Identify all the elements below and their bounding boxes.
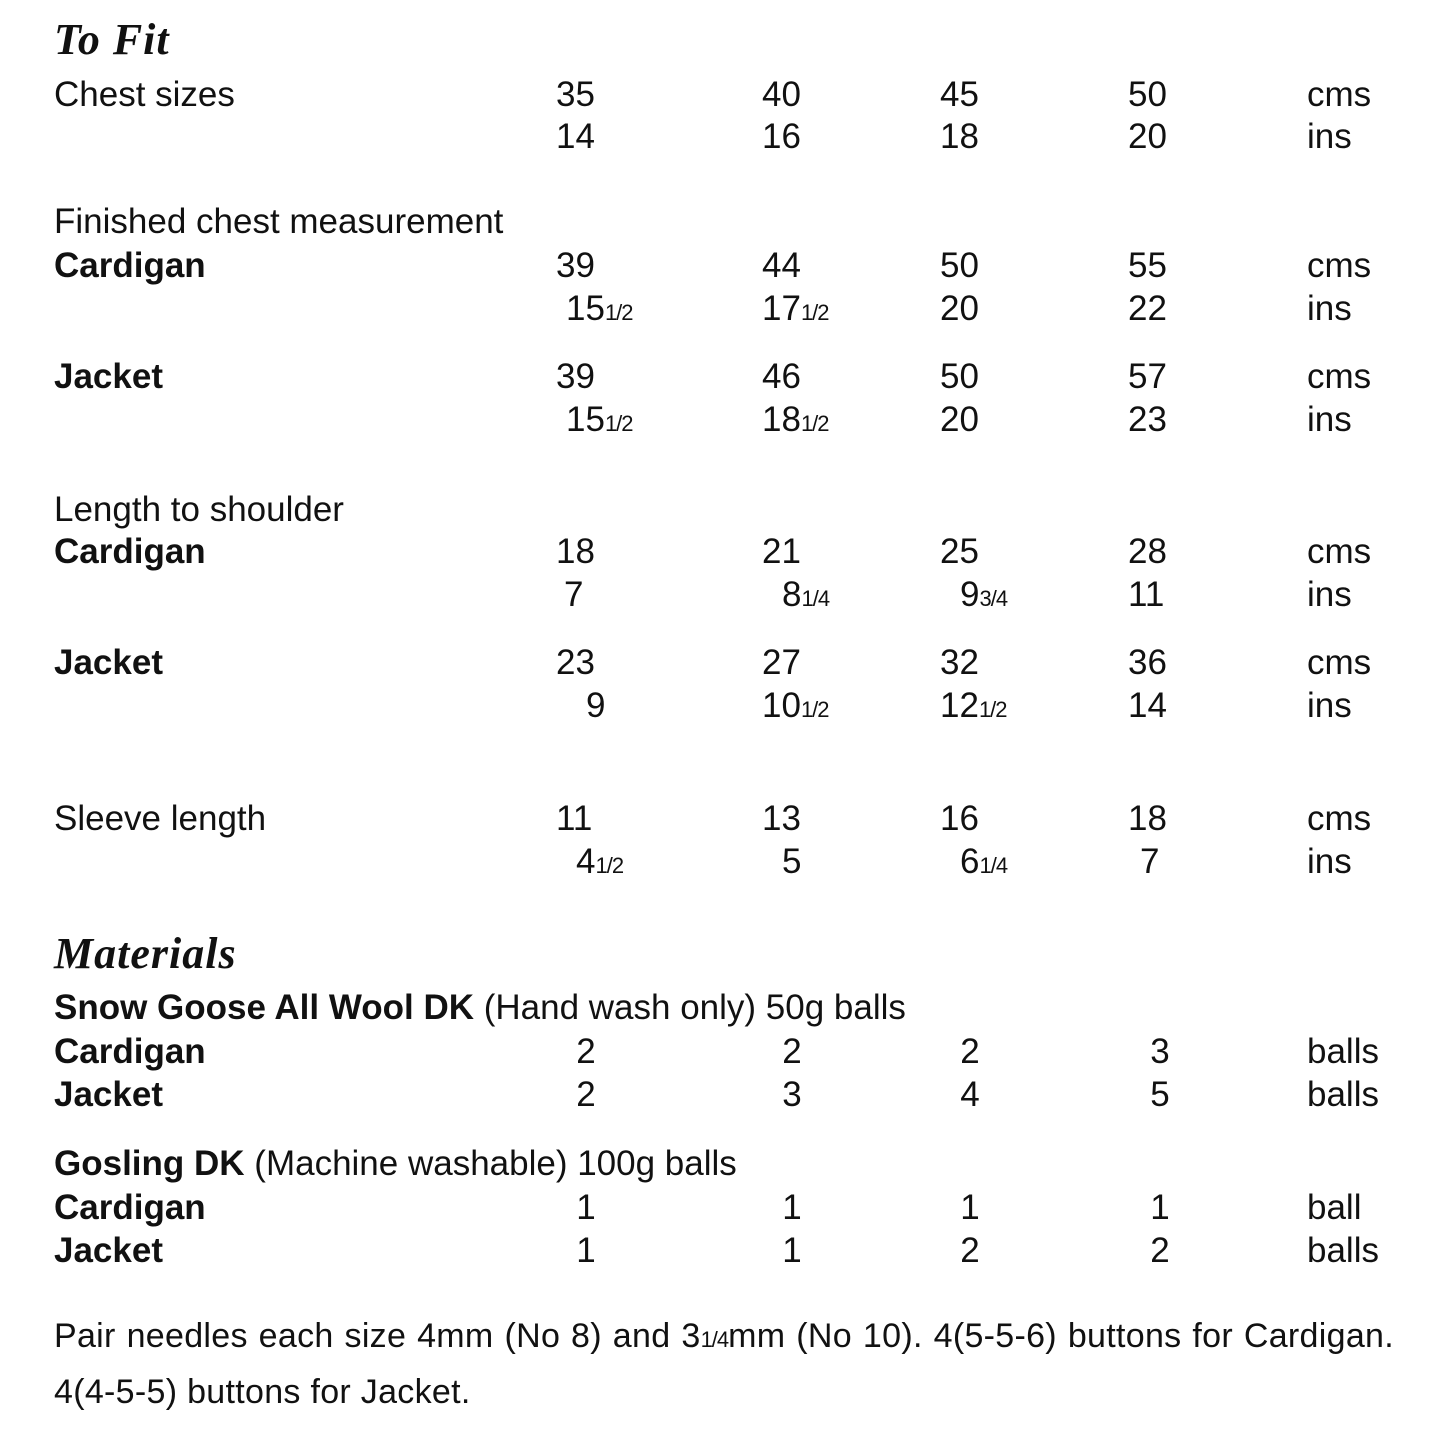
unit-label: balls bbox=[1307, 1032, 1379, 1071]
value: 27 bbox=[762, 643, 801, 682]
yarn-name: Snow Goose All Wool DK bbox=[54, 988, 474, 1027]
cardigan-label: Cardigan bbox=[54, 532, 206, 571]
value: 50 bbox=[940, 357, 979, 396]
unit-label: cms bbox=[1307, 75, 1372, 114]
snow-goose-title bbox=[54, 986, 906, 1030]
value: 81/4 bbox=[782, 575, 830, 614]
materials-heading: Materials bbox=[54, 929, 237, 978]
unit-label: cms bbox=[1307, 532, 1372, 571]
value: 151/2 bbox=[566, 289, 633, 328]
yarn-name: Gosling DK bbox=[54, 1144, 245, 1183]
fraction: 1/2 bbox=[800, 697, 829, 722]
value: 46 bbox=[762, 357, 801, 396]
finished-chest-jacket-ins-row bbox=[0, 398, 1445, 442]
fraction: 1/2 bbox=[595, 853, 624, 878]
value: 40 bbox=[762, 75, 801, 114]
unit-label: balls bbox=[1307, 1231, 1379, 1270]
unit-label: ins bbox=[1307, 117, 1352, 156]
shoulder-jacket-cms-row bbox=[0, 641, 1445, 685]
unit-label: ins bbox=[1307, 400, 1352, 439]
value: 57 bbox=[1128, 357, 1167, 396]
value: 20 bbox=[1128, 117, 1167, 156]
fraction: 1/2 bbox=[978, 697, 1007, 722]
value: 28 bbox=[1128, 532, 1167, 571]
unit-label: ins bbox=[1307, 289, 1352, 328]
value: 50 bbox=[940, 246, 979, 285]
value: 50 bbox=[1128, 75, 1167, 114]
cardigan-label: Cardigan bbox=[54, 246, 206, 285]
quantity: 1 bbox=[782, 1188, 802, 1227]
value: 5 bbox=[782, 842, 802, 881]
yarn-desc: (Machine washable) 100g balls bbox=[244, 1144, 737, 1183]
unit-label: cms bbox=[1307, 357, 1372, 396]
length-to-shoulder-title-row bbox=[0, 488, 1445, 532]
value: 39 bbox=[556, 246, 595, 285]
fraction: 1/4 bbox=[801, 586, 830, 611]
quantity: 1 bbox=[576, 1188, 596, 1227]
chest-sizes-label: Chest sizes bbox=[54, 75, 235, 114]
shoulder-cardigan-cms-row bbox=[0, 530, 1445, 574]
quantity: 2 bbox=[960, 1032, 980, 1071]
value: 23 bbox=[1128, 400, 1167, 439]
unit-label: ins bbox=[1307, 842, 1352, 881]
quantity: 2 bbox=[1150, 1231, 1170, 1270]
value: 14 bbox=[556, 117, 595, 156]
snow-goose-jacket-row bbox=[0, 1073, 1445, 1117]
length-to-shoulder-title: Length to shoulder bbox=[54, 490, 344, 529]
value: 16 bbox=[762, 117, 801, 156]
shoulder-cardigan-ins-row bbox=[0, 573, 1445, 617]
value: 171/2 bbox=[762, 289, 829, 328]
needles-buttons-note: Pair needles each size 4mm (No 8) and 31/4mm (No 10). 4(5-5-6) buttons for Cardigan. 4(4-5-5) buttons for Jacket. bbox=[54, 1317, 1394, 1411]
sleeve-length-label: Sleeve length bbox=[54, 799, 267, 838]
snow-goose-cardigan-row bbox=[0, 1030, 1445, 1074]
value: 39 bbox=[556, 357, 595, 396]
finished-chest-title: Finished chest measurement bbox=[54, 202, 504, 241]
fraction: 1/2 bbox=[800, 411, 829, 436]
quantity: 5 bbox=[1150, 1075, 1170, 1114]
cardigan-label: Cardigan bbox=[54, 1032, 206, 1071]
value: 121/2 bbox=[940, 686, 1007, 725]
value: 32 bbox=[940, 643, 979, 682]
quantity: 2 bbox=[576, 1032, 596, 1071]
finished-chest-cardigan-cms-row bbox=[0, 244, 1445, 288]
quantity: 1 bbox=[782, 1231, 802, 1270]
quantity: 3 bbox=[1150, 1032, 1170, 1071]
value: 181/2 bbox=[762, 400, 829, 439]
fraction: 1/4 bbox=[700, 1327, 729, 1352]
value: 18 bbox=[556, 532, 595, 571]
value: 151/2 bbox=[566, 400, 633, 439]
unit-label: ball bbox=[1307, 1188, 1362, 1227]
quantity: 1 bbox=[960, 1188, 980, 1227]
unit-label: cms bbox=[1307, 643, 1372, 682]
quantity: 3 bbox=[782, 1075, 802, 1114]
value: 20 bbox=[940, 400, 979, 439]
unit-label: ins bbox=[1307, 575, 1352, 614]
value: 45 bbox=[940, 75, 979, 114]
gosling-jacket-row bbox=[0, 1229, 1445, 1273]
value: 11 bbox=[1128, 575, 1165, 614]
value: 18 bbox=[1128, 799, 1167, 838]
chest-sizes-cms-row bbox=[0, 73, 1445, 117]
quantity: 1 bbox=[1150, 1188, 1170, 1227]
unit-label: balls bbox=[1307, 1075, 1379, 1114]
sleeve-length-ins-row bbox=[0, 840, 1445, 884]
jacket-label: Jacket bbox=[54, 1075, 163, 1114]
shoulder-jacket-ins-row bbox=[0, 684, 1445, 728]
jacket-label: Jacket bbox=[54, 357, 163, 396]
unit-label: cms bbox=[1307, 246, 1372, 285]
value: 55 bbox=[1128, 246, 1167, 285]
finished-chest-jacket-cms-row bbox=[0, 355, 1445, 399]
quantity: 2 bbox=[576, 1075, 596, 1114]
value: 16 bbox=[940, 799, 979, 838]
fraction: 1/2 bbox=[604, 300, 633, 325]
value: 20 bbox=[940, 289, 979, 328]
value: 44 bbox=[762, 246, 801, 285]
chest-sizes-ins-row bbox=[0, 115, 1445, 159]
value: 35 bbox=[556, 75, 595, 114]
value: 22 bbox=[1128, 289, 1167, 328]
value: 9 bbox=[586, 686, 606, 725]
value: 23 bbox=[556, 643, 595, 682]
finished-chest-title-row bbox=[0, 200, 1445, 244]
finished-chest-cardigan-ins-row bbox=[0, 287, 1445, 331]
sleeve-length-cms-row bbox=[0, 797, 1445, 841]
value: 21 bbox=[762, 532, 801, 571]
quantity: 2 bbox=[782, 1032, 802, 1071]
value: 36 bbox=[1128, 643, 1167, 682]
value: 25 bbox=[940, 532, 979, 571]
fraction: 3/4 bbox=[979, 586, 1008, 611]
value: 7 bbox=[1140, 842, 1160, 881]
value: 11 bbox=[556, 799, 593, 838]
quantity: 1 bbox=[576, 1231, 596, 1270]
value: 41/2 bbox=[576, 842, 624, 881]
cardigan-label: Cardigan bbox=[54, 1188, 206, 1227]
value: 13 bbox=[762, 799, 801, 838]
unit-label: ins bbox=[1307, 686, 1352, 725]
gosling-cardigan-row bbox=[0, 1186, 1445, 1230]
yarn-desc: (Hand wash only) 50g balls bbox=[474, 988, 906, 1027]
jacket-label: Jacket bbox=[54, 1231, 163, 1270]
value: 14 bbox=[1128, 686, 1167, 725]
fraction: 1/2 bbox=[800, 300, 829, 325]
quantity: 2 bbox=[960, 1231, 980, 1270]
to-fit-heading: To Fit bbox=[54, 15, 170, 64]
value: 93/4 bbox=[960, 575, 1008, 614]
value: 101/2 bbox=[762, 686, 829, 725]
value: 61/4 bbox=[960, 842, 1008, 881]
fraction: 1/2 bbox=[604, 411, 633, 436]
fraction: 1/4 bbox=[979, 853, 1008, 878]
gosling-title bbox=[54, 1142, 737, 1186]
unit-label: cms bbox=[1307, 799, 1372, 838]
value: 7 bbox=[564, 575, 584, 614]
value: 18 bbox=[940, 117, 979, 156]
jacket-label: Jacket bbox=[54, 643, 163, 682]
quantity: 4 bbox=[960, 1075, 980, 1114]
